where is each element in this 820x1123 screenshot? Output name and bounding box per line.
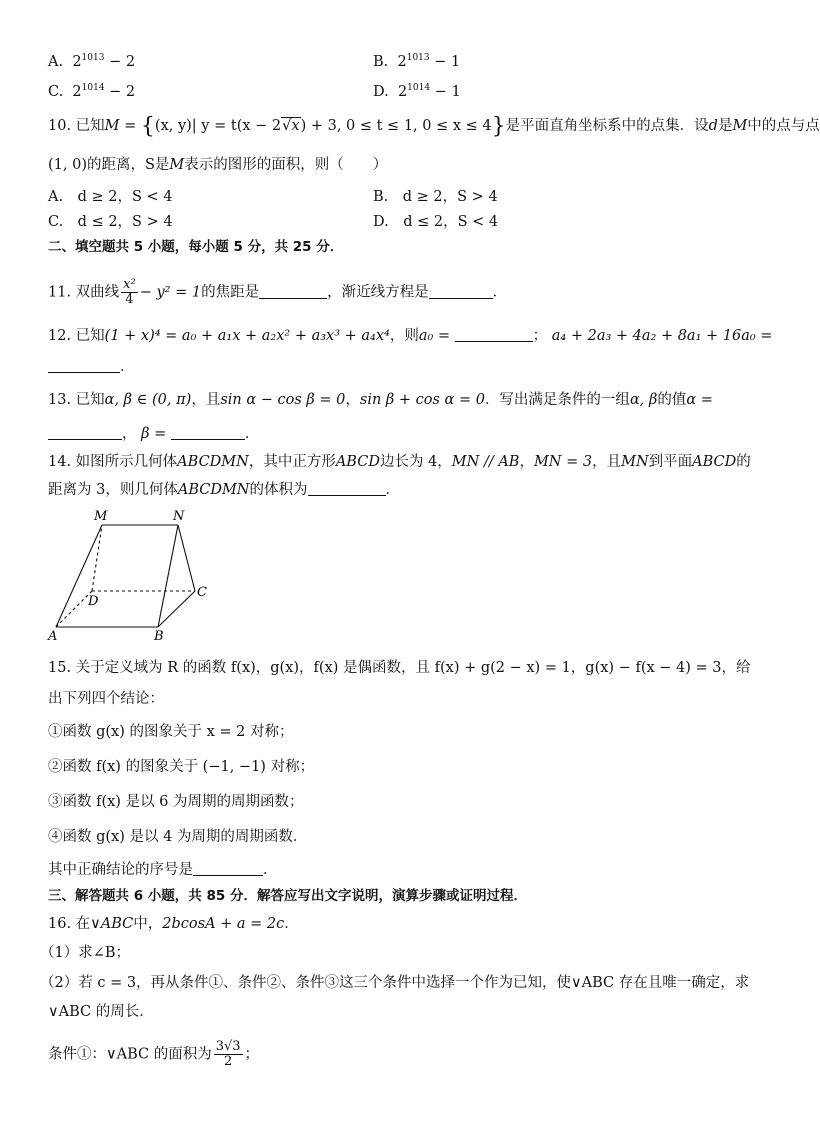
label-d: D (88, 594, 99, 609)
q12-stem: 12. 已知(1 + x)⁴ = a₀ + a₁x + a₂x² + a₃x³ + a₄x⁴，则a₀ = ； a₄ + 2a₃ + 4a₂ + 8a₁ + 16a₀ = (48, 328, 773, 344)
label-b: B (154, 629, 164, 644)
label-c: C (197, 585, 207, 600)
q12-line2: ． (48, 357, 135, 377)
edge-nc (178, 525, 195, 591)
q15-stem-line2: 出下列四个结论： (48, 691, 164, 707)
q13-blank-alpha[interactable] (48, 425, 122, 440)
q15-ask: 其中正确结论的序号是 ． (48, 862, 278, 878)
q10-option-a: A. d ≥ 2，S < 4 (48, 189, 173, 205)
q13-stem: 13. 已知α, β ∈ (0, π)，且sin α − cos β = 0，sin β + cos α = 0．写出满足条件的一组α, β的值α = (48, 392, 713, 408)
q15-conclusion-4: ④函数 g(x) 是以 4 为周期的周期函数． (48, 829, 308, 845)
label-a: A (48, 629, 58, 644)
q9-option-b: B. $2^{1013} - 1$ (373, 53, 461, 70)
section-2-heading: 二、填空题共 5 小题，每小题 5 分，共 25 分． (48, 239, 344, 255)
q16-stem: 16. 在∨ABC中，2bcosA + a = 2c． (48, 916, 299, 932)
edge-ad-hidden (56, 591, 92, 627)
q11-blank-1[interactable] (259, 284, 327, 299)
q14-stem-line2: 距离为 3，则几何体ABCDMN的体积为 ． (48, 482, 400, 498)
q10-option-c: C. d ≤ 2，S > 4 (48, 214, 173, 230)
q15-conclusion-2: ②函数 f(x) 的图象关于 (−1, −1) 对称； (48, 759, 315, 775)
section-3-heading: 三、解答题共 6 小题，共 85 分．解答应写出文字说明，演算步骤或证明过程． (48, 888, 527, 904)
q14-stem-line1: 14. 如图所示几何体ABCDMN，其中正方形ABCD边长为 4，MN // AB，MN = 3，且MN到平面ABCD的 (48, 454, 751, 470)
q9-option-c: C. $2^{1014} - 2$ (48, 83, 136, 100)
q12-blank-2[interactable] (48, 358, 120, 373)
q10-option-d: D. d ≤ 2，S < 4 (373, 214, 499, 230)
q14-figure (40, 505, 220, 645)
q12-blank-1[interactable] (455, 327, 533, 342)
q15-stem-line1: 15. 关于定义域为 R 的函数 f(x)，g(x)，f(x) 是偶函数，且 f(x) + g(2 − x) = 1，g(x) − f(x − 4) = 3，给 (48, 660, 751, 676)
q14-blank[interactable] (308, 481, 386, 496)
edge-am (56, 525, 102, 627)
q15-conclusion-3: ③函数 f(x) 是以 6 为周期的周期函数； (48, 794, 304, 810)
q16-part-1: （1）求∠B； (40, 945, 131, 961)
label-m: M (94, 509, 108, 524)
edge-nb (158, 525, 178, 627)
q16-part-2-line2: ∨ABC 的周长． (48, 1004, 154, 1020)
q16-condition-1: 条件①：∨ABC 的面积为 $\frac{3√3}{2}$ ； (48, 1039, 260, 1069)
q15-conclusion-1: ①函数 g(x) 的图象关于 x = 2 对称； (48, 724, 294, 740)
label-n: N (173, 509, 185, 524)
q11-stem: 11. 双曲线 $\frac{\text{x²}}{4}$ − y² = 1的焦距是 ，渐近线方程是 ． (48, 277, 508, 307)
q16-part-2-line1: （2）若 c = 3，再从条件①、条件②、条件③这三个条件中选择一个作为已知，使∨ABC 存在且唯一确定，求 (40, 975, 750, 991)
q15-blank[interactable] (193, 861, 263, 876)
q10-stem-line1: 10. 已知M = {(x, y)| y = t(x − 2√x) + 3, 0 ≤ t ≤ 1, 0 ≤ x ≤ 4}是平面直角坐标系中的点集．设d是M中的点与点 (48, 114, 820, 139)
q13-line2: ， β = ． (48, 424, 259, 444)
sqrt-symbol: √x (282, 118, 300, 134)
q13-blank-beta[interactable] (171, 425, 245, 440)
q10-stem-line2: (1, 0)的距离，S是M表示的图形的面积，则（ ） (48, 157, 388, 173)
q10-option-b: B. d ≥ 2，S > 4 (373, 189, 498, 205)
q11-blank-2[interactable] (429, 284, 493, 299)
q9-option-d: D. $2^{1014} - 1$ (373, 83, 461, 100)
q9-option-a: A. $2^{1013} - 2$ (48, 53, 136, 70)
